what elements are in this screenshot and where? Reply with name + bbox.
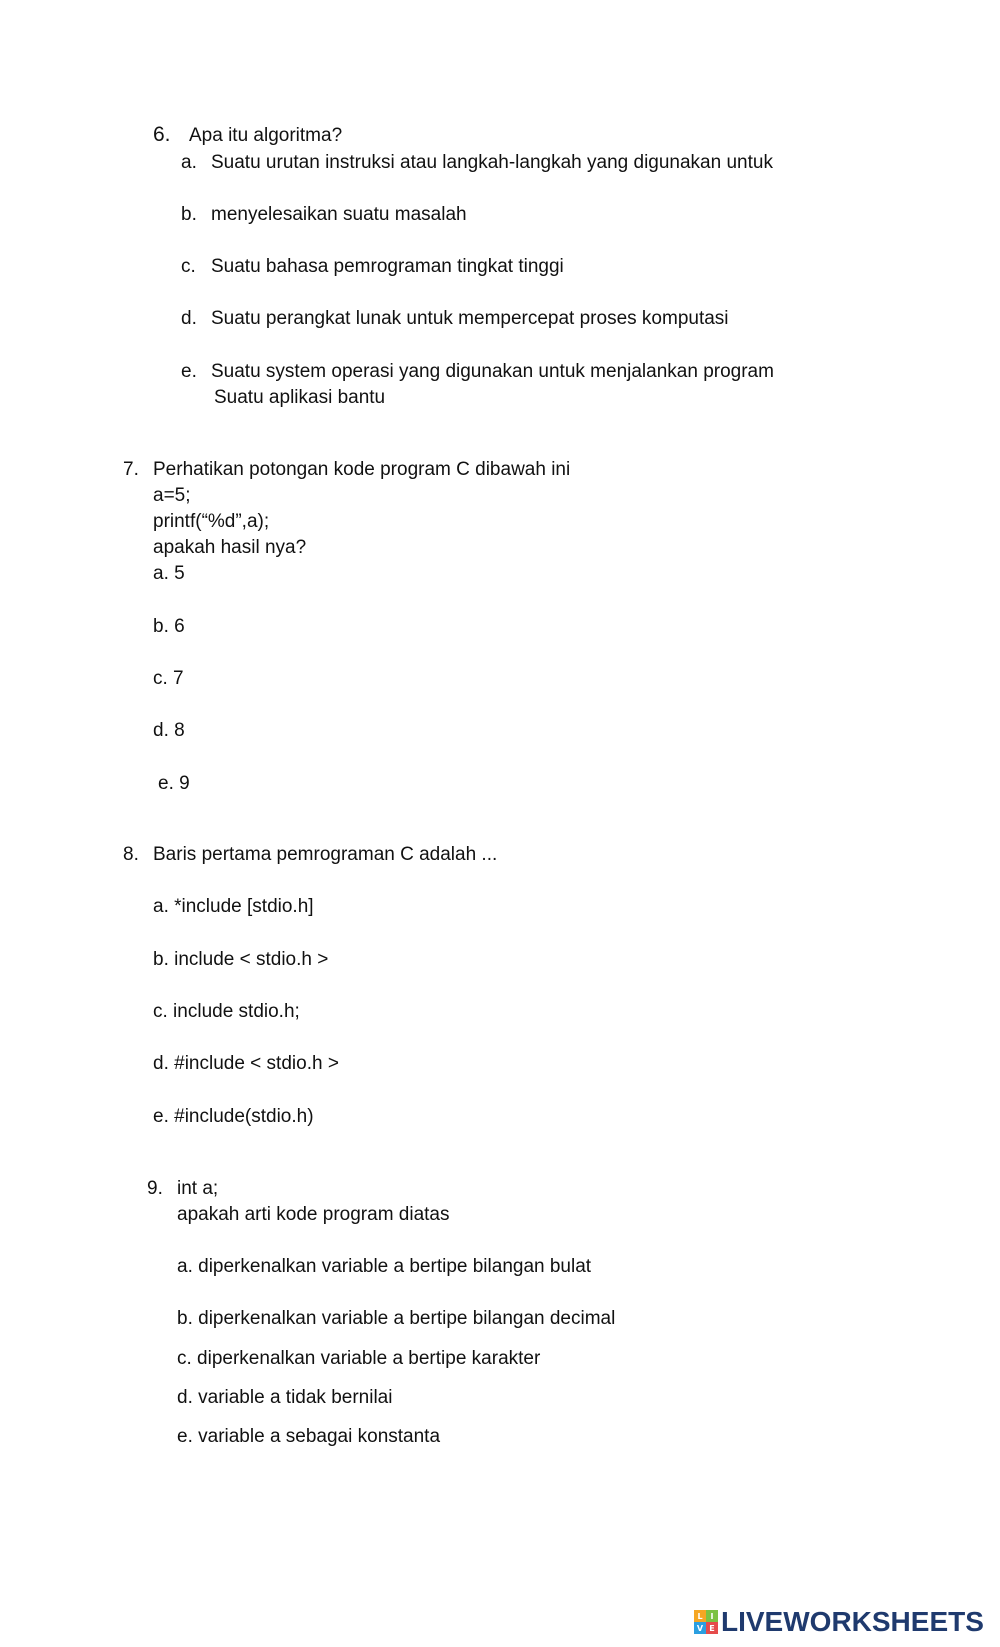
- q9-option-b: b. diperkenalkan variable a bertipe bilangan decimal: [177, 1308, 616, 1329]
- q7-option-b: b. 6: [153, 616, 185, 637]
- q6-option-a-text: Suatu urutan instruksi atau langkah-langkah yang digunakan untuk: [211, 152, 773, 173]
- question-7-prompt: Perhatikan potongan kode program C dibawah ini: [153, 459, 571, 480]
- q8-option-c: c. include stdio.h;: [153, 1001, 300, 1022]
- q9-option-a: a. diperkenalkan variable a bertipe bilangan bulat: [177, 1256, 592, 1277]
- question-8-prompt: Baris pertama pemrograman C adalah ...: [153, 844, 498, 865]
- q6-option-c-letter: c.: [181, 256, 196, 277]
- q8-option-d: d. #include < stdio.h >: [153, 1053, 339, 1074]
- q6-option-d-letter: d.: [181, 308, 197, 329]
- liveworksheets-logo-text: LIVEWORKSHEETS: [721, 1606, 984, 1637]
- question-7-number: 7.: [123, 459, 139, 480]
- question-9-number: 9.: [147, 1178, 163, 1199]
- q9-option-c: c. diperkenalkan variable a bertipe karakter: [177, 1348, 541, 1369]
- q7-option-d: d. 8: [153, 720, 185, 741]
- logo-mark-i: I: [706, 1610, 718, 1622]
- q8-option-b: b. include < stdio.h >: [153, 949, 329, 970]
- logo-mark-v: V: [694, 1622, 706, 1634]
- q7-option-a: a. 5: [153, 563, 185, 584]
- logo-mark-l: L: [694, 1610, 706, 1622]
- q7-option-c: c. 7: [153, 668, 184, 689]
- q7-option-e: e. 9: [158, 773, 190, 794]
- question-6-prompt: Apa itu algoritma?: [189, 125, 343, 146]
- question-6-number: 6.: [153, 123, 171, 146]
- q6-option-b-text: menyelesaikan suatu masalah: [211, 204, 467, 225]
- q6-option-a-letter: a.: [181, 152, 197, 173]
- q6-option-e-text: Suatu system operasi yang digunakan untuk menjalankan program: [211, 361, 774, 382]
- q6-option-e-letter: e.: [181, 361, 197, 382]
- liveworksheets-logo-icon: [694, 1610, 718, 1634]
- q6-option-b-letter: b.: [181, 204, 197, 225]
- q7-code-line-2: printf(“%d”,a);: [153, 511, 270, 532]
- q6-option-d-text: Suatu perangkat lunak untuk mempercepat proses komputasi: [211, 308, 729, 329]
- q8-option-a: a. *include [stdio.h]: [153, 896, 314, 917]
- q8-option-e: e. #include(stdio.h): [153, 1106, 314, 1127]
- question-8-number: 8.: [123, 844, 139, 865]
- q9-option-d: d. variable a tidak bernilai: [177, 1387, 393, 1408]
- q6-extra-line: Suatu aplikasi bantu: [214, 387, 386, 408]
- liveworksheets-logo: [694, 1608, 984, 1636]
- q7-question-line: apakah hasil nya?: [153, 537, 307, 558]
- logo-mark-e: E: [706, 1622, 718, 1634]
- question-9-subprompt: apakah arti kode program diatas: [177, 1204, 450, 1225]
- q6-option-c-text: Suatu bahasa pemrograman tingkat tinggi: [211, 256, 564, 277]
- question-9-prompt: int a;: [177, 1178, 219, 1199]
- q9-option-e: e. variable a sebagai konstanta: [177, 1426, 441, 1447]
- q7-code-line-1: a=5;: [153, 485, 191, 506]
